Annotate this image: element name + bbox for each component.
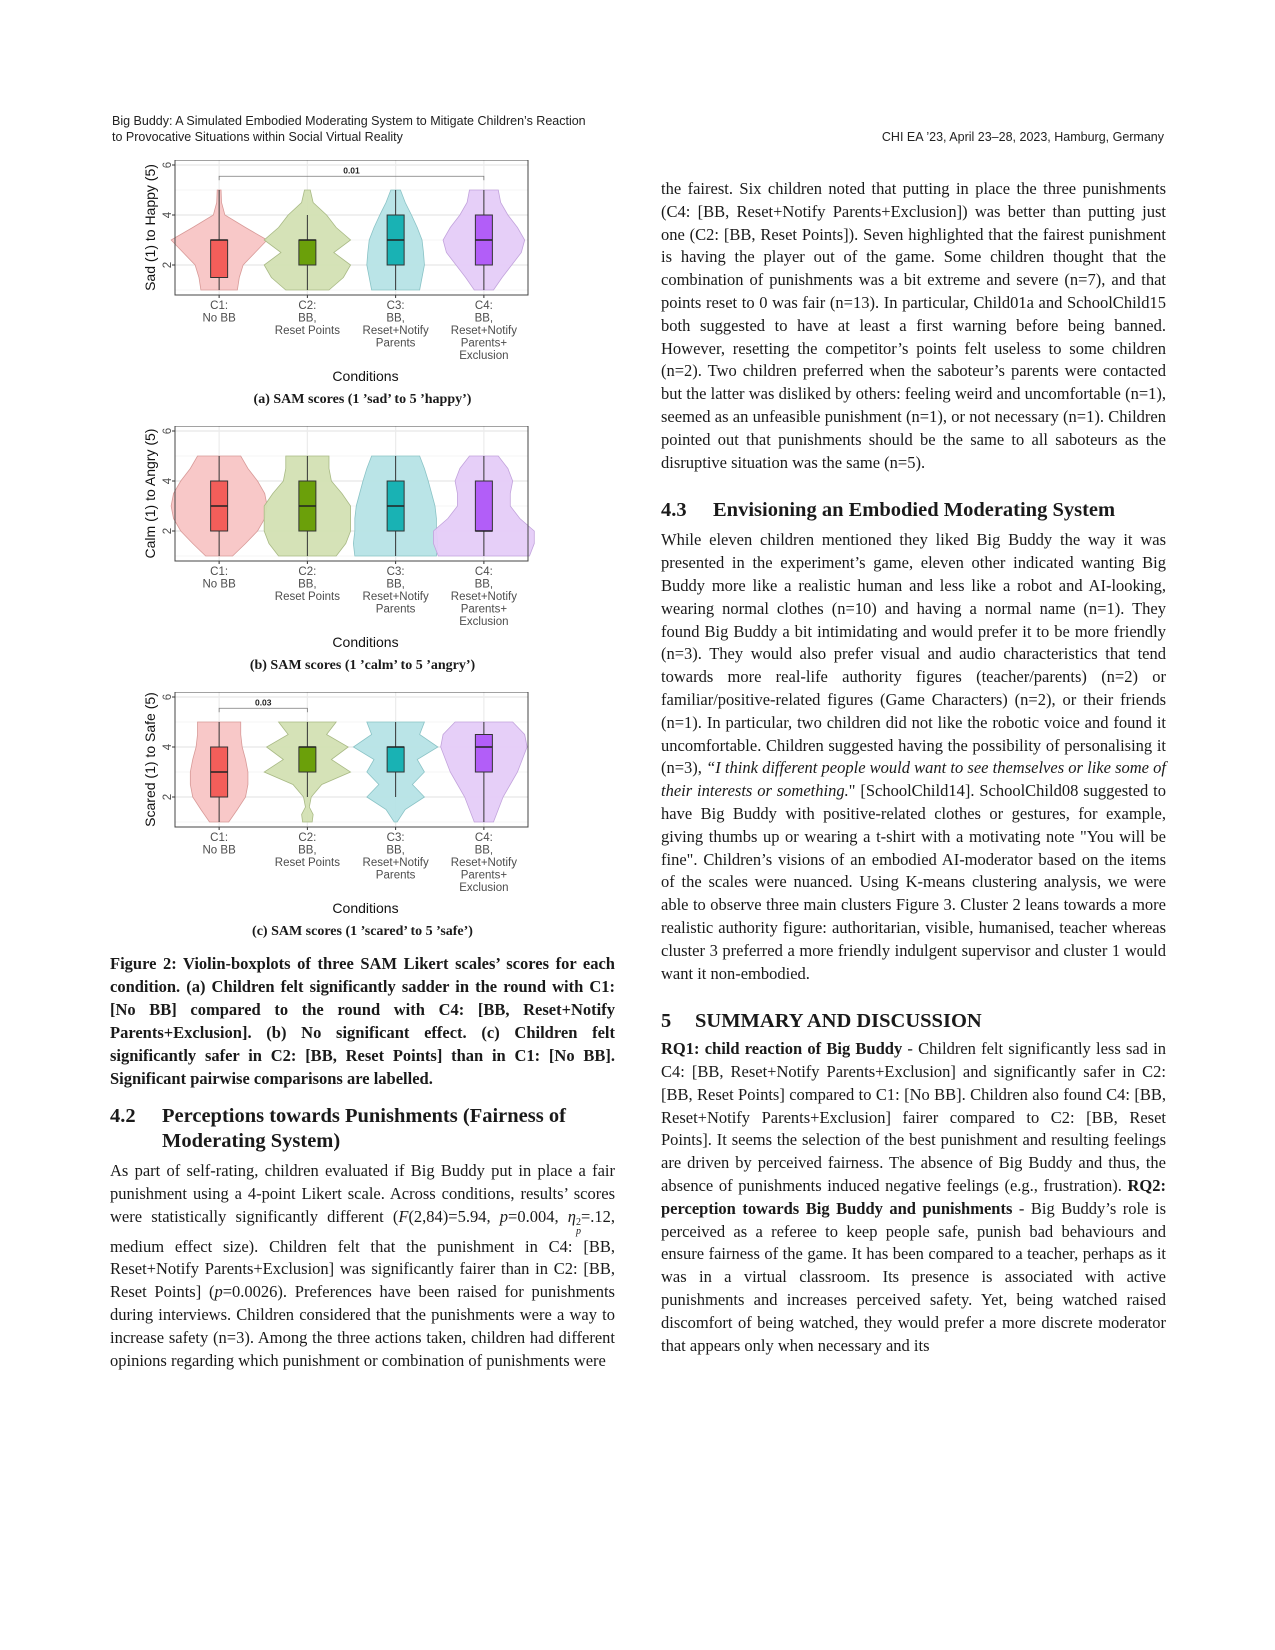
chart-c [110, 692, 615, 922]
eta-superscript: 2 [575, 1216, 581, 1228]
x-tick-label: Reset+Notify [450, 325, 517, 337]
stat-symbol-p: p [214, 1282, 223, 1302]
x-tick-label: C1: [210, 566, 229, 578]
stat-symbol-p: p [499, 1206, 509, 1226]
x-tick-label: BB, [386, 312, 405, 325]
text-run: While eleven children mentioned they liked Big Buddy the way it was presented in the experiment’s game, eleven other indicated wanting Big Buddy more like a realistic human and less like a robot and AI-looking, wearing normal clothes (n=10) and having a normal name (n=1). They found Big Buddy a bit intimidating and would prefer it to be more friendly (n=3). They would also prefer visual and audio characteristics that tend towards more real-life authority figures (teacher/parents) (n=2) or familiar/positive-related figures (Game Characters) (n=2), or their friends (n=1). In particular, two children did not like the robotic voice and found it uncomfortable. Children suggested having the possibility of personalising it (n=3), [661, 530, 1166, 778]
box-3 [387, 747, 404, 772]
section-4-3-heading [661, 498, 1166, 523]
x-tick-label: Reset Points [274, 591, 340, 603]
x-axis-label: Conditions [332, 900, 399, 916]
subfigure-a [110, 160, 615, 408]
x-tick-label: C3: [386, 832, 405, 844]
x-tick-label: Reset+Notify [362, 857, 429, 869]
section-title: Perceptions towards Punishments (Fairness of Moderating System) [162, 1105, 566, 1152]
header-venue: CHI EA ’23, April 23–28, 2023, Hamburg, Germany [881, 130, 1164, 144]
x-tick-label: BB, [386, 844, 405, 857]
left-column [110, 160, 615, 1372]
stat-symbol-F: F [398, 1206, 409, 1226]
x-tick-label: C2: [298, 832, 317, 844]
stat-symbol-eta: η [567, 1206, 576, 1226]
child-quote: “I think different people would want to see themselves or like some of their interests or something. [661, 758, 1166, 801]
significance-label: 0.01 [343, 165, 360, 176]
x-tick-label: Exclusion [459, 350, 509, 362]
section-4-2-paragraph [110, 1160, 615, 1372]
y-axis-label: Calm (1) to Angry (5) [142, 428, 158, 559]
paper-title-header [112, 113, 672, 145]
y-tick-label: 6 [162, 161, 174, 169]
right-column [661, 178, 1166, 1357]
x-tick-label: BB, [474, 578, 494, 591]
y-tick-label: 4 [162, 477, 174, 485]
x-tick-label: No BB [202, 844, 236, 857]
text-run: =0.004, [508, 1206, 568, 1226]
x-axis-label: Conditions [332, 634, 399, 650]
x-tick-label: Parents [375, 337, 416, 350]
rq2-label: RQ2: perception towards Big Buddy and punishments [661, 1176, 1166, 1218]
x-tick-label: Parents [375, 603, 416, 616]
x-tick-label: C3: [386, 566, 405, 578]
subfigure-c-caption: (c) SAM scores (1 ’scared’ to 5 ’safe’) [252, 924, 473, 939]
x-tick-label: No BB [202, 312, 236, 325]
x-tick-label: C2: [298, 300, 317, 312]
section-5-heading [661, 1009, 1166, 1034]
x-tick-label: Exclusion [459, 882, 509, 894]
x-tick-label: Reset+Notify [362, 325, 429, 337]
text-run: " [SchoolChild14]. SchoolChild08 suggested to have Big Buddy with positive-related clothes or gestures, for example, giving thumbs up or wearing a t-shirt with a motivating note "You will be fine". Children’s visions of an embodied AI-moderator based on the items of the scales were nuanced. Using K-means clustering analysis, we were able to observe three main clusters Figure 3. Cluster 2 leans towards a more realistic authority figure: authoritarian, visible, humanised, teacher whereas cluster 3 preferred a more friendly indulgent supervisor and cluster 1 would want it non-embodied. [661, 781, 1166, 983]
subfigure-b-caption: (b) SAM scores (1 ’calm’ to 5 ’angry’) [249, 658, 476, 673]
x-tick-label: C2: [298, 566, 317, 578]
section-4-2-heading [110, 1104, 615, 1154]
chart-a [110, 160, 615, 390]
section-number: 4.2 [110, 1105, 136, 1127]
section-title: SUMMARY AND DISCUSSION [695, 1010, 982, 1033]
chart-b [110, 426, 615, 656]
text-run: =0.0026). Preferences have been raised for punishments during interviews. Children considered that the punishments were a way to increase safety (n=3). Among the three actions taken, children had different opinions regarding which punishment or combination of punishments were [110, 1282, 615, 1370]
x-tick-label: BB, [298, 844, 317, 857]
box-2 [299, 240, 316, 265]
y-axis-label: Scared (1) to Safe (5) [142, 692, 158, 827]
subfigure-b [110, 426, 615, 674]
continued-paragraph: the fairest. Six children noted that putting in place the three punishments (C4: [BB, Reset+Notify Parents+Exclusion]) was better than putting just one (C2: [BB, Reset Points]). Seven highlighted that the fairest punishment is having the player out of the game. Some children thought that the combination of punishments was a bit extreme and severe (n=7), and that points reset to 0 was fair (n=13). In particular, Child01a and SchoolChild15 both suggested to have at least a first warning before being banned. However, resetting the competitor’s points felt useless to some children (n=2). Two children preferred when the saboteur’s parents were contacted but the latter was disliked by others: feeling weird and uncomfortable (n=1), seemed as an unfeasible punishment (n=1), or not necessary (n=1). Children pointed out that punishments should be the same to all saboteurs as the disruptive situation was the same (n=5). [661, 179, 1166, 472]
text-run: As part of self-rating, children evaluated if Big Buddy put in place a fair punishment using a 4-point Likert scale. Across conditions, results’ scores were statistically significantly different ( [110, 1161, 615, 1226]
x-tick-label: Parents+ [460, 869, 508, 882]
x-tick-label: Reset+Notify [450, 857, 517, 869]
x-tick-label: C4: [474, 300, 493, 312]
y-axis-label: Sad (1) to Happy (5) [142, 164, 158, 291]
text-run: - Children felt significantly less sad in C4: [BB, Reset+Notify Parents+Exclusion] and significantly safer in C2: [BB, Reset Points] compared to C1: [No BB]. Children also found C4: [BB, Reset+Notify Parents+Exclusion] fairer compared to C2: [BB, Reset Points]. It seems the selection of the best punishment and resulting feelings are driven by perceived fairness. The absence of Big Buddy and thus, the absence of punishments induced negative feelings (e.g., frustration). [661, 1039, 1166, 1196]
box-1 [211, 240, 228, 278]
significance-label: 0.03 [254, 697, 272, 708]
y-tick-label: 4 [162, 211, 174, 219]
box-4 [475, 481, 492, 531]
x-tick-label: Parents [375, 869, 416, 882]
y-tick-label: 2 [162, 793, 174, 801]
x-tick-label: Reset Points [274, 857, 340, 869]
x-tick-label: Reset+Notify [362, 591, 429, 603]
x-tick-label: BB, [474, 844, 494, 857]
x-tick-label: Exclusion [459, 616, 509, 628]
y-tick-label: 6 [162, 693, 174, 701]
subfigure-a-caption: (a) SAM scores (1 ’sad’ to 5 ’happy’) [253, 392, 472, 407]
x-tick-label: C1: [210, 300, 229, 312]
section-4-3-paragraph [661, 529, 1166, 985]
y-tick-label: 6 [162, 427, 174, 435]
x-axis-label: Conditions [332, 368, 399, 384]
x-tick-label: BB, [298, 578, 317, 591]
x-tick-label: Parents+ [460, 603, 508, 616]
y-tick-label: 2 [162, 261, 174, 269]
x-tick-label: C4: [474, 566, 493, 578]
header-title-line-2: to Provocative Situations within Social Virtual Reality [112, 130, 403, 144]
x-tick-label: Reset Points [274, 325, 340, 337]
box-4 [475, 735, 492, 773]
text-run: - Big Buddy’s role is perceived as a referee to keep people safe, punish bad behaviours and ensure fairness of the game. It has been compared to a teacher, perhaps as it was in a virtual classroom. Its presence is associated with active punishments and increases perceived safety. Yet, being watched raised discomfort of being watched, they would prefer a more discrete moderator that appears only when necessary and its [661, 1198, 1166, 1355]
y-tick-label: 2 [162, 527, 174, 535]
figure-caption: Figure 2: Violin-boxplots of three SAM Likert scales’ scores for each condition. (a) Children felt significantly sadder in the round with C1: [No BB] compared to the round with C4: [BB, Reset+Notify Parents+Exclusion]. (b) No significant effect. (c) Children felt significantly safer in C2: [BB, Reset Points] than in C1: [No BB]. Significant pairwise comparisons are labelled. [110, 954, 615, 1088]
box-2 [299, 747, 316, 772]
header-title-line-1: Big Buddy: A Simulated Embodied Moderating System to Mitigate Children’s Reaction [112, 114, 586, 128]
x-tick-label: Parents+ [460, 337, 508, 350]
section-5-paragraph [661, 1038, 1166, 1357]
eta-subscript: p [575, 1225, 581, 1237]
x-tick-label: C1: [210, 832, 229, 844]
x-tick-label: Reset+Notify [450, 591, 517, 603]
x-tick-label: BB, [298, 312, 317, 325]
text-run: =.12, medium effect size). Children felt that the punishment in C4: [BB, Reset+Notify Parents+Exclusion] was significantly fairer than in C2: [BB, Reset Points] ( [110, 1206, 615, 1302]
y-tick-label: 4 [162, 743, 174, 751]
text-run: (2,84)=5.94, [408, 1206, 500, 1226]
x-tick-label: C3: [386, 300, 405, 312]
section-title: Envisioning an Embodied Moderating System [713, 499, 1116, 522]
section-number: 5 [661, 1010, 672, 1033]
subfigure-c [110, 692, 615, 940]
rq1-label: RQ1: child reaction of Big Buddy [661, 1039, 903, 1059]
x-tick-label: No BB [202, 578, 236, 591]
section-number: 4.3 [661, 499, 687, 522]
x-tick-label: BB, [386, 578, 405, 591]
x-tick-label: BB, [474, 312, 494, 325]
x-tick-label: C4: [474, 832, 493, 844]
